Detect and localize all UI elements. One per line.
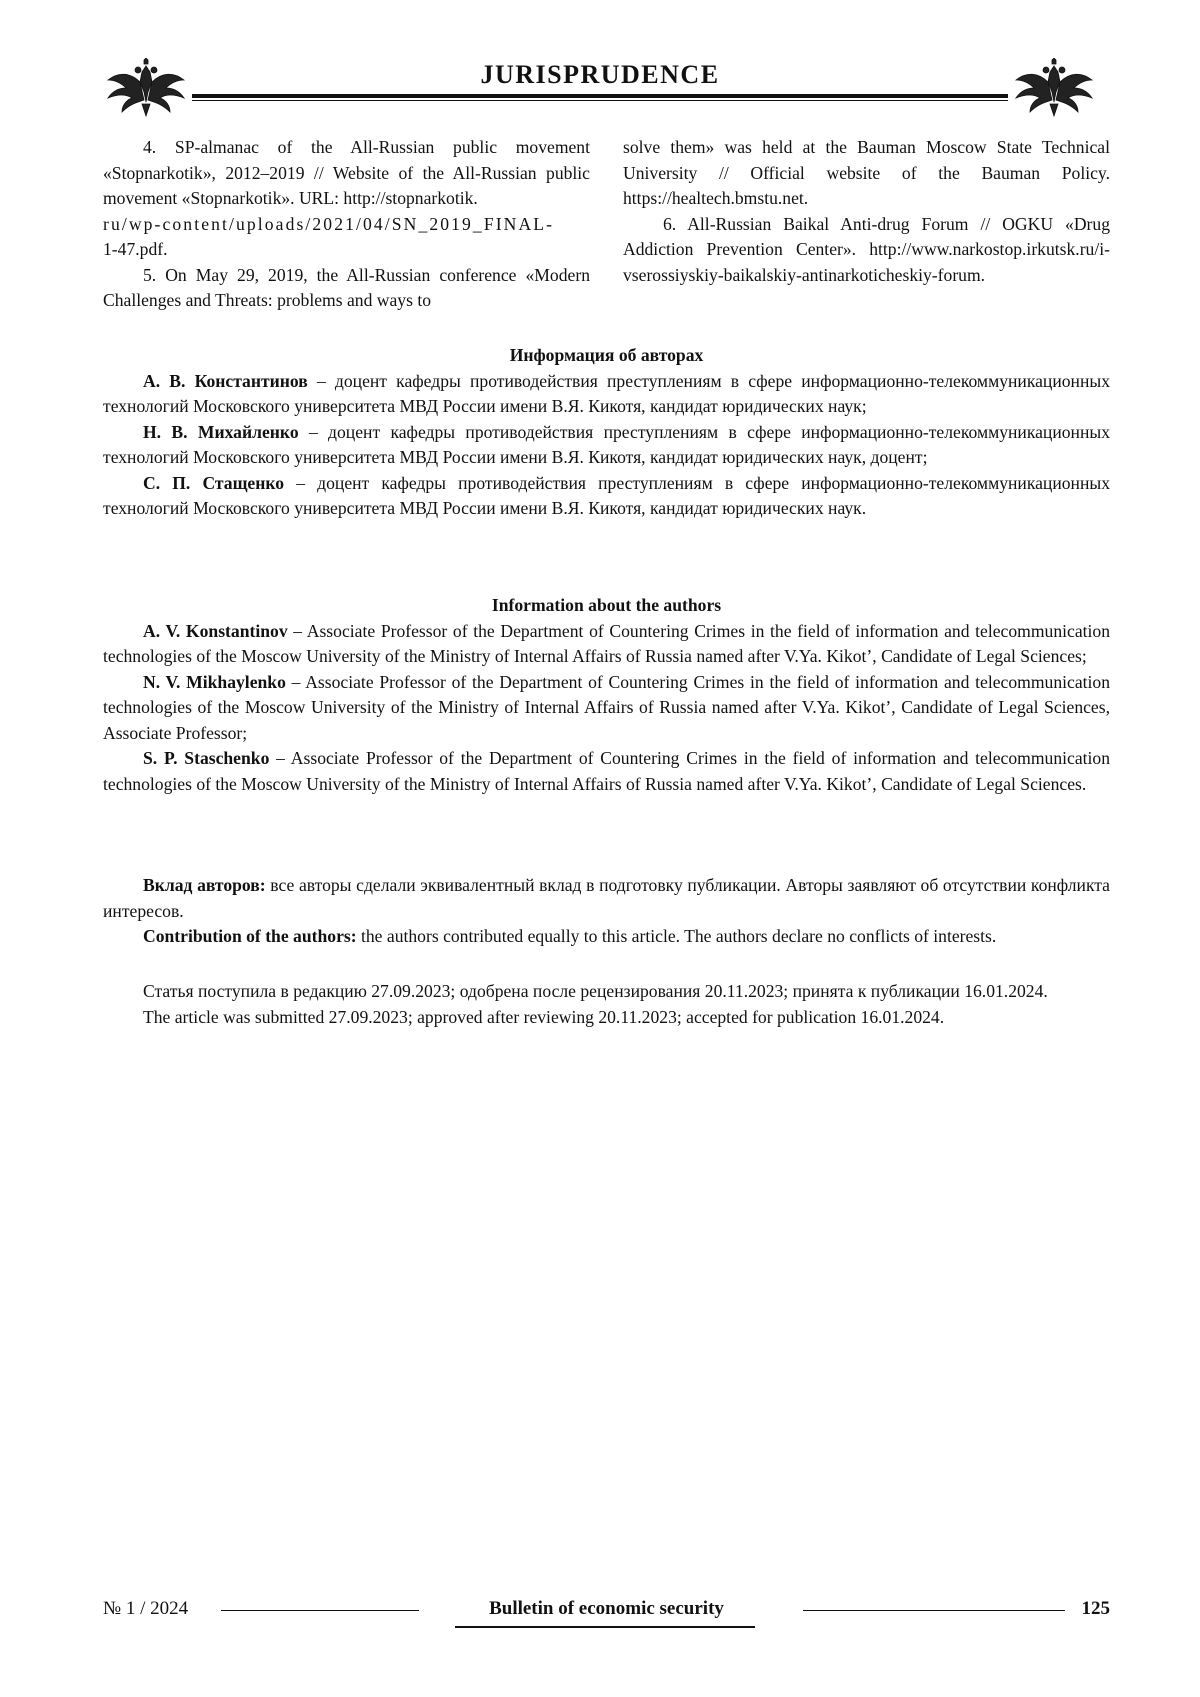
author-name: Н. В. Михайленко xyxy=(143,421,299,442)
reference-5: 5. On May 29, 2019, the All-Russian conference «Modern Challenges and Threats: problems and ways to xyxy=(103,264,590,310)
authors-heading-en: Information about the authors xyxy=(491,595,722,615)
author-name: S. P. Staschenko xyxy=(143,748,270,768)
footer-rule xyxy=(803,1610,1065,1611)
contribution-ru: Вклад авторов: все авторы сделали эквивалентный вклад в подготовку публикации. Авторы заявляют об отсутствии конфликта интересов. xyxy=(103,875,1110,921)
author-entry: S. P. Staschenko – Associate Professor of the Department of Countering Crimes in the field of information and telecommunication technologies of the Moscow University of the Ministry of Internal Affairs of Russia named after V.Ya. Kikot’, Candidate of Legal Sciences. xyxy=(103,748,1110,794)
double-headed-eagle-emblem-icon xyxy=(1008,58,1100,120)
authors-info-en xyxy=(103,593,1110,797)
author-name: С. П. Стащенко xyxy=(143,472,285,493)
author-entry: N. V. Mikhaylenko – Associate Professor of the Department of Countering Crimes in the field of information and telecommunication technologies of the Moscow University of the Ministry of Internal Affairs of Russia named after V.Ya. Kikot’, Candidate of Legal Sciences, Associate Professor; xyxy=(103,671,1110,743)
author-name: N. V. Mikhaylenko xyxy=(143,671,286,692)
author-entry: A. V. Konstantinov – Associate Professor of the Department of Countering Crimes in the field of information and telecommunication technologies of the Moscow University of the Ministry of Internal Affairs of Russia named after V.Ya. Kikot’, Candidate of Legal Sciences; xyxy=(103,620,1110,666)
history-en: The article was submitted 27.09.2023; approved after reviewing 20.11.2023; accepted for publication 16.01.2024. xyxy=(143,1006,945,1027)
author-entry: А. В. Константинов – доцент кафедры противодействия преступлениям в сфере информационно-телекоммуникационных технологий Московского университета МВД России имени В.Я. Кикотя, кандидат юридических наук; xyxy=(103,370,1110,416)
author-entry: С. П. Стащенко – доцент кафедры противодействия преступлениям в сфере информационно-телекоммуникационных технологий Московского университета МВД России имени В.Я. Кикотя, кандидат юридических наук. xyxy=(103,472,1110,518)
authors-heading-ru: Информация об авторах xyxy=(509,345,704,365)
history-ru: Статья поступила в редакцию 27.09.2023; одобрена после рецензирования 20.11.2023; принята к публикации 16.01.2024. xyxy=(143,981,1048,1001)
issue-number: № 1 / 2024 xyxy=(103,1598,189,1619)
references-left-column xyxy=(103,135,590,314)
author-entry: Н. В. Михайленко – доцент кафедры противодействия преступлениям в сфере информационно-телекоммуникационных технологий Московского университета МВД России имени В.Я. Кикотя, кандидат юридических наук, доцент; xyxy=(103,421,1111,467)
journal-title-underline xyxy=(455,1626,755,1628)
section-title: JURISPRUDENCE xyxy=(480,60,720,89)
contribution-section xyxy=(103,873,1110,950)
header-rule-thin xyxy=(192,100,1008,101)
page-header xyxy=(100,56,1100,126)
reference-6: 6. All-Russian Baikal Anti-drug Forum // OGKU «Drug Addiction Prevention Center». http://www.narkostop.irkutsk.ru/i-vserossiyskiy-baikalskiy-antinarkoticheskiy-forum. xyxy=(623,213,1110,285)
references-right-column xyxy=(623,135,1110,288)
journal-title: Bulletin of economic security xyxy=(489,1598,724,1619)
author-name: А. В. Константинов xyxy=(143,370,308,391)
page-number: 125 xyxy=(1081,1598,1110,1619)
authors-info-ru xyxy=(103,343,1110,522)
author-name: A. V. Konstantinov xyxy=(143,620,288,641)
contribution-en: Contribution of the authors: the authors contributed equally to this article. The authors declare no conflicts of interests. xyxy=(143,926,997,946)
reference-4: 4. SP-almanac of the All-Russian public movement «Stopnarkotik», 2012–2019 // Website of the All-Russian public movement «Stopnarkotik». URL: http://stopnarkotik. ru/wp-content/uploads/2021/04/SN_2019_FINAL- 1-47.pdf. xyxy=(103,137,590,259)
header-rule xyxy=(192,94,1008,98)
page-footer xyxy=(103,1598,1110,1632)
article-history xyxy=(103,979,1110,1030)
reference-5-continued: solve them» was held at the Bauman Moscow State Technical University // Official website of the Bauman Policy. https://healtech.bmstu.net. xyxy=(623,137,1110,208)
